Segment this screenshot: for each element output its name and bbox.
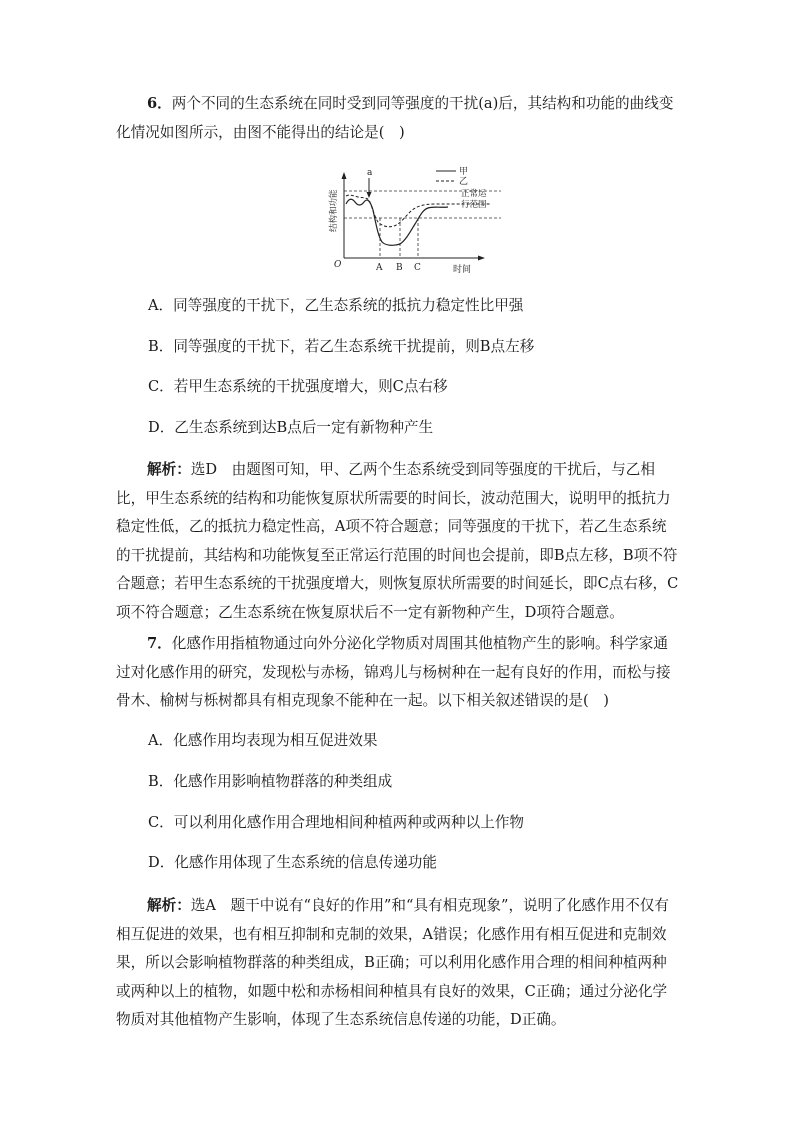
point-C-label: C bbox=[414, 263, 421, 273]
q6-option-a: A．同等强度的干扰下，乙生态系统的抵抗力稳定性比甲强 bbox=[148, 297, 524, 314]
q7-option-b: B．化感作用影响植物群落的种类组成 bbox=[148, 773, 393, 790]
point-B-label: B bbox=[396, 263, 403, 273]
y-axis-label: 结构和功能 bbox=[329, 189, 339, 232]
q7-analysis-label: 解析： bbox=[147, 897, 191, 914]
question-6-text: 两个不同的生态系统在同时受到同等强度的干扰(a)后，其结构和功能的曲线变化情况如图所示，由图不能得出的结论是( ) bbox=[116, 95, 674, 141]
curve-jia bbox=[346, 199, 448, 245]
y-axis-arrow bbox=[342, 172, 347, 179]
legend-yi: 乙 bbox=[459, 177, 469, 187]
question-7-number: 7． bbox=[147, 635, 172, 652]
stability-figure bbox=[316, 162, 506, 278]
q7-option-d: D．化感作用体现了生态系统的信息传递功能 bbox=[148, 854, 437, 871]
q7-analysis bbox=[116, 892, 681, 1035]
q6-option-d: D．乙生态系统到达B点后一定有新物种产生 bbox=[148, 419, 434, 436]
range-label-1: 正常运 bbox=[461, 189, 487, 199]
question-6-stem bbox=[116, 90, 681, 147]
mark-a: a bbox=[367, 168, 373, 178]
q6-option-c: C．若甲生态系统的干扰强度增大，则C点右移 bbox=[148, 378, 448, 395]
q7-option-c: C．可以利用化感作用合理地相间种植两种或两种以上作物 bbox=[148, 814, 525, 831]
question-7-stem bbox=[116, 630, 681, 716]
q7-option-a: A．化感作用均表现为相互促进效果 bbox=[148, 732, 378, 749]
q7-analysis-text: 选A 题干中说有“良好的作用”和“具有相克现象”，说明了化感作用不仅有相互促进的效果，也有相互抑制和克制的效果，A错误；化感作用有相互促进和克制效果，所以会影响植物群落的种类组成，B正确；可以利用化感作用合理的相间种植两种或两种以上的植物，如题中松和赤杨相间种植具有良好的效果，C正确；通过分泌化学物质对其他植物产生影响，体现了生态系统信息传递的功能，D正确。 bbox=[116, 897, 669, 1029]
question-6-number: 6． bbox=[147, 95, 172, 112]
point-A-label: A bbox=[376, 263, 383, 273]
q6-analysis bbox=[116, 456, 681, 628]
q6-option-b: B．同等强度的干扰下，若乙生态系统干扰提前，则B点左移 bbox=[148, 338, 535, 355]
range-label-2: 行范围 bbox=[461, 200, 487, 210]
x-axis-arrow bbox=[478, 256, 485, 261]
question-7-text: 化感作用指植物通过向外分泌化学物质对周围其他植物产生的影响。科学家通过对化感作用的研究，发现松与赤杨，锦鸡儿与杨树种在一起有良好的作用，而松与接骨木、榆树与栎树都具有相克现象不能种在一起。以下相关叙述错误的是( ) bbox=[116, 635, 671, 710]
q6-analysis-text: 选D 由题图可知，甲、乙两个生态系统受到同等强度的干扰后，与乙相比，甲生态系统的结构和功能恢复原状所需要的时间长，波动范围大，说明甲的抵抗力稳定性低，乙的抵抗力稳定性高，A项不符合题意；同等强度的干扰下，若乙生态系统的干扰提前，其结构和功能恢复至正常运行范围的时间也会提前，即B点左移，B项不符合题意；若甲生态系统的干扰强度增大，则恢复原状所需要的时间延长，即C点右移，C项不符合题意；乙生态系统在恢复原状后不一定有新物种产生，D项符合题意。 bbox=[116, 461, 679, 621]
origin-label: O bbox=[334, 260, 342, 270]
x-axis-label: 时间 bbox=[453, 265, 472, 275]
legend-jia: 甲 bbox=[459, 167, 469, 177]
q6-analysis-label: 解析： bbox=[147, 461, 191, 478]
disturbance-arrowhead bbox=[367, 192, 372, 198]
